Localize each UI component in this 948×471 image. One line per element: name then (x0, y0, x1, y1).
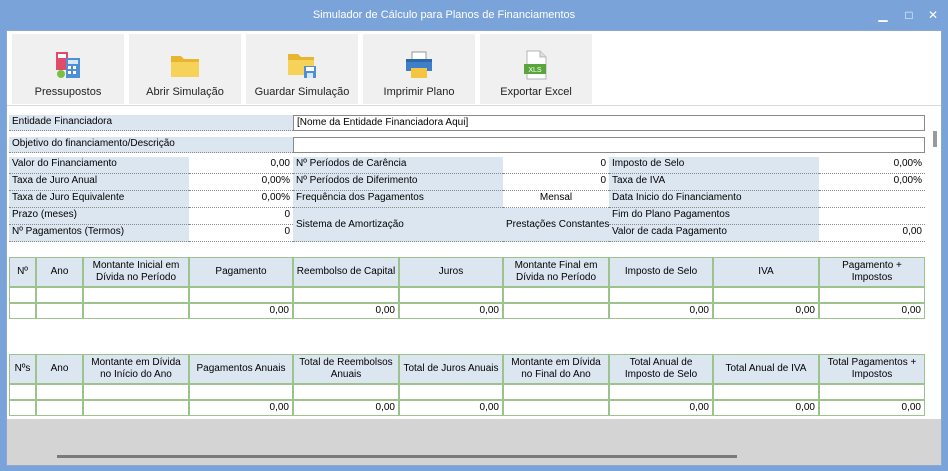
taxa-iva-label: Taxa de IVA (609, 174, 819, 191)
table1-row-cell-6 (503, 287, 609, 303)
valor-financiamento-input[interactable]: 0,00 (189, 157, 293, 174)
frequencia-label: Frequência dos Pagamentos (293, 191, 503, 208)
table1-row-cell-0 (9, 287, 36, 303)
table1-header-2: Montante Inicial em Dívida no Período (83, 257, 189, 287)
pressupostos-label: Pressupostos (34, 86, 102, 98)
table2-header-3: Pagamentos Anuais (189, 354, 293, 384)
table1-row-cell-2 (83, 287, 189, 303)
table1-row-cell-5 (399, 287, 503, 303)
table1-total-4: 0,00 (293, 303, 399, 319)
valor-financiamento-label: Valor do Financiamento (9, 157, 189, 174)
table2-row-cell-3 (189, 384, 293, 400)
table2-row-cell-7 (609, 384, 713, 400)
table1-total-0 (9, 303, 36, 319)
table2-header-2: Montante em Dívida no Início do Ano (83, 354, 189, 384)
table2-header-9: Total Pagamentos + Impostos (819, 354, 925, 384)
guardar-simulacao-label: Guardar Simulação (254, 86, 350, 98)
table1-header-0: Nº (9, 257, 36, 287)
entidade-label: Entidade Financiadora (9, 115, 293, 131)
fim-plano-label: Fim do Plano Pagamentos (609, 208, 819, 225)
window-title: Simulador de Cálculo para Planos de Financiamentos (312, 9, 576, 21)
abrir-simulacao-label: Abrir Simulação (146, 86, 224, 98)
table2-header-8: Total Anual de IVA (713, 354, 819, 384)
table1-total-1 (36, 303, 83, 319)
table2-row-cell-9 (819, 384, 925, 400)
excel-file-icon (520, 50, 552, 80)
imposto-selo-label: Imposto de Selo (609, 157, 819, 174)
client-area (6, 30, 942, 466)
amortizacao-label: Sistema de Amortização (293, 208, 503, 242)
horizontal-scrollbar[interactable] (57, 455, 737, 458)
table1-header-5: Juros (399, 257, 503, 287)
table2-header-0: Nºs (9, 354, 36, 384)
exportar-excel-button[interactable] (480, 34, 592, 104)
table2-total-7: 0,00 (609, 400, 713, 416)
carencia-input[interactable]: 0 (503, 157, 609, 174)
table1-row-cell-9 (819, 287, 925, 303)
table2-total-2 (83, 400, 189, 416)
table2-total-3: 0,00 (189, 400, 293, 416)
table1-header-8: IVA (713, 257, 819, 287)
imprimir-plano-button[interactable] (363, 34, 475, 104)
table1-total-3: 0,00 (189, 303, 293, 319)
table2-row-cell-8 (713, 384, 819, 400)
printer-icon (403, 50, 435, 80)
taxa-juro-anual-input[interactable]: 0,00% (189, 174, 293, 191)
valor-pagamento-label: Valor de cada Pagamento (609, 225, 819, 242)
table2-total-5: 0,00 (399, 400, 503, 416)
folder-open-icon (169, 50, 201, 80)
table2-header-4: Total de Reembolsos Anuais (293, 354, 399, 384)
pressupostos-button[interactable] (12, 34, 124, 104)
vertical-scroll-thumb[interactable] (933, 131, 937, 147)
table1-total-6 (503, 303, 609, 319)
imprimir-plano-label: Imprimir Plano (383, 86, 455, 98)
table2-total-1 (36, 400, 83, 416)
table2-total-0 (9, 400, 36, 416)
close-icon[interactable]: ✕ (927, 8, 939, 22)
table2-row-cell-2 (83, 384, 189, 400)
taxa-juro-equivalente-value: 0,00% (189, 191, 293, 208)
minimize-icon[interactable]: ▁ (878, 8, 888, 22)
table1-total-8: 0,00 (713, 303, 819, 319)
table1-header-4: Reembolso de Capital (293, 257, 399, 287)
table1-header-7: Imposto de Selo (609, 257, 713, 287)
table1-total-2 (83, 303, 189, 319)
table2-header-6: Montante em Dívida no Final do Ano (503, 354, 609, 384)
sheet-empty-area (7, 419, 941, 466)
table1-total-5: 0,00 (399, 303, 503, 319)
numero-pagamentos-value: 0 (189, 225, 293, 242)
vertical-scrollbar[interactable] (933, 113, 939, 451)
table1-total-7: 0,00 (609, 303, 713, 319)
table1-total-9: 0,00 (819, 303, 925, 319)
table1-row-cell-8 (713, 287, 819, 303)
table1-header-3: Pagamento (189, 257, 293, 287)
data-inicio-label: Data Inicio do Financiamento (609, 191, 819, 208)
table2-header-1: Ano (36, 354, 83, 384)
table2-row-cell-4 (293, 384, 399, 400)
table2-total-4: 0,00 (293, 400, 399, 416)
table1-row-cell-1 (36, 287, 83, 303)
toolbar (7, 31, 941, 106)
table1-row-cell-4 (293, 287, 399, 303)
abrir-simulacao-button[interactable] (129, 34, 241, 104)
table2-total-6 (503, 400, 609, 416)
table2-total-8: 0,00 (713, 400, 819, 416)
taxa-juro-anual-label: Taxa de Juro Anual (9, 174, 189, 191)
valor-pagamento-value: 0,00 (819, 225, 925, 242)
folder-save-icon (286, 50, 318, 80)
xls-badge: XLS (528, 67, 542, 74)
frequencia-select[interactable]: Mensal (503, 191, 609, 208)
table1-header-6: Montante Final em Dívida no Período (503, 257, 609, 287)
objetivo-input[interactable] (293, 137, 925, 153)
fim-plano-value (819, 208, 925, 225)
table1-header-9: Pagamento + Impostos (819, 257, 925, 287)
prazo-input[interactable]: 0 (189, 208, 293, 225)
table2-total-9: 0,00 (819, 400, 925, 416)
table1-row-cell-7 (609, 287, 713, 303)
worksheet (7, 107, 941, 466)
data-inicio-input[interactable] (819, 191, 925, 208)
exportar-excel-label: Exportar Excel (500, 86, 572, 98)
taxa-iva-input[interactable]: 0,00% (819, 174, 925, 191)
diferimento-label: Nº Períodos de Diferimento (293, 174, 503, 191)
maximize-icon[interactable]: □ (905, 8, 913, 22)
carencia-label: Nº Períodos de Carência (293, 157, 503, 174)
table2-row-cell-1 (36, 384, 83, 400)
title-bar[interactable] (0, 0, 948, 30)
prazo-label: Prazo (meses) (9, 208, 189, 225)
calculator-icon (52, 50, 84, 80)
numero-pagamentos-label: Nº Pagamentos (Termos) (9, 225, 189, 242)
table2-header-5: Total de Juros Anuais (399, 354, 503, 384)
table1-row-cell-3 (189, 287, 293, 303)
objetivo-label: Objetivo do financiamento/Descrição (9, 137, 293, 153)
guardar-simulacao-button[interactable] (246, 34, 358, 104)
diferimento-input[interactable]: 0 (503, 174, 609, 191)
table2-header-7: Total Anual de Imposto de Selo (609, 354, 713, 384)
table1-header-1: Ano (36, 257, 83, 287)
taxa-juro-equivalente-label: Taxa de Juro Equivalente (9, 191, 189, 208)
table2-row-cell-5 (399, 384, 503, 400)
imposto-selo-input[interactable]: 0,00% (819, 157, 925, 174)
entidade-input[interactable]: [Nome da Entidade Financiadora Aqui] (293, 115, 925, 131)
amortizacao-select[interactable]: Prestações Constantes (503, 208, 609, 242)
table2-row-cell-6 (503, 384, 609, 400)
table2-row-cell-0 (9, 384, 36, 400)
